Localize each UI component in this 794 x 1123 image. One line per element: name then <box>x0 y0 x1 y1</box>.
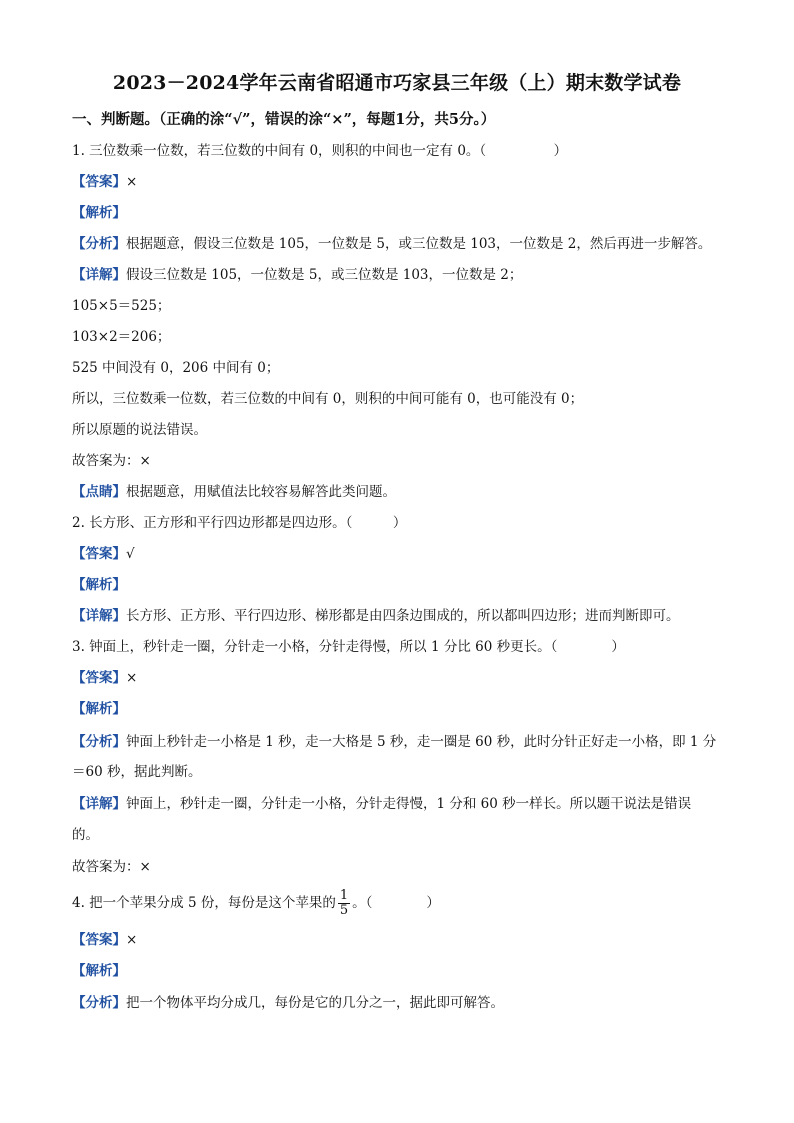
q1-detail-row <box>72 265 722 285</box>
q3-answer-row <box>72 668 722 688</box>
q3-analysis-cont: ＝60 秒，据此判断。 <box>72 764 202 780</box>
analysis-label: 【分析】 <box>72 995 126 1011</box>
q1-comment-row <box>72 482 722 502</box>
q2-jiexi-row <box>72 575 722 595</box>
q4-analysis-row <box>72 993 722 1013</box>
answer-label: 【答案】 <box>72 932 126 948</box>
detail-label: 【详解】 <box>72 608 126 624</box>
jiexi-label: 【解析】 <box>72 577 126 593</box>
q1-line: 105×5＝525； <box>72 298 171 314</box>
detail-label: 【详解】 <box>72 796 126 812</box>
q1-line: 所以原题的说法错误。 <box>72 422 207 438</box>
jiexi-label: 【解析】 <box>72 701 126 717</box>
q2-answer-row <box>72 544 722 564</box>
q3-jiexi-row <box>72 699 722 719</box>
q1-question: 1. 三位数乘一位数，若三位数的中间有 0，则积的中间也一定有 0。（ ） <box>72 143 568 159</box>
q1-answer: × <box>126 174 138 190</box>
fraction-numerator: 1 <box>339 888 349 903</box>
q4-jiexi-row <box>72 961 722 981</box>
jiexi-label: 【解析】 <box>72 205 126 221</box>
q1-detail: 假设三位数是 105，一位数是 5，或三位数是 103，一位数是 2； <box>126 267 523 283</box>
q3-final: 故答案为：× <box>72 859 151 875</box>
answer-label: 【答案】 <box>72 670 126 686</box>
page-title: 2023－2024学年云南省昭通市巧家县三年级（上）期末数学试卷 <box>112 72 682 94</box>
q3-analysis: 钟面上秒针走一小格是 1 秒，走一大格是 5 秒，走一圈是 60 秒，此时分针正好走一小格，即 1 分 <box>126 734 717 750</box>
q1-line: 故答案为：× <box>72 453 151 469</box>
q4-analysis: 把一个物体平均分成几，每份是它的几分之一，据此即可解答。 <box>126 995 504 1011</box>
q3-answer: × <box>126 670 138 686</box>
q3-analysis-row <box>72 732 722 752</box>
detail-label: 【详解】 <box>72 267 126 283</box>
q4-answer-row <box>72 930 722 950</box>
q2-detail: 长方形、正方形、平行四边形、梯形都是由四条边围成的，所以都叫四边形；进而判断即可。 <box>126 608 680 624</box>
q2-answer: √ <box>126 546 135 562</box>
q4-answer: × <box>126 932 138 948</box>
q1-line: 所以，三位数乘一位数，若三位数的中间有 0，则积的中间可能有 0，也可能没有 0； <box>72 391 584 407</box>
fraction <box>338 889 350 918</box>
q1-analysis-row <box>72 234 722 254</box>
comment-label: 【点睛】 <box>72 484 126 500</box>
q1-line: 103×2＝206； <box>72 329 171 345</box>
analysis-label: 【分析】 <box>72 734 126 750</box>
q3-detail: 钟面上，秒针走一圈，分针走一小格，分针走得慢，1 分和 60 秒一样长。所以题干说法是错误 <box>126 796 692 812</box>
q4-question-post: 。（ ） <box>352 895 440 911</box>
q1-analysis: 根据题意，假设三位数是 105，一位数是 5，或三位数是 103，一位数是 2，然后再进一步解答。 <box>126 236 712 252</box>
jiexi-label: 【解析】 <box>72 963 126 979</box>
answer-label: 【答案】 <box>72 174 126 190</box>
q1-answer-row <box>72 172 722 192</box>
q4-question-pre: 4. 把一个苹果分成 5 份，每份是这个苹果的 <box>72 895 336 911</box>
q1-jiexi-row <box>72 203 722 223</box>
q1-line: 525 中间没有 0，206 中间有 0； <box>72 360 280 376</box>
section-heading: 一、判断题。（正确的涂“√”，错误的涂“×”，每题1分，共5分。） <box>72 111 496 128</box>
answer-label: 【答案】 <box>72 546 126 562</box>
q3-question: 3. 钟面上，秒针走一圈，分针走一小格，分针走得慢，所以 1 分比 60 秒更长。（ ） <box>72 639 625 655</box>
q4-question <box>72 887 722 919</box>
fraction-denominator: 5 <box>339 903 349 918</box>
q3-detail-row <box>72 794 722 814</box>
q2-detail-row <box>72 606 722 626</box>
q2-question: 2. 长方形、正方形和平行四边形都是四边形。（ ） <box>72 515 407 531</box>
analysis-label: 【分析】 <box>72 236 126 252</box>
q3-detail-cont: 的。 <box>72 827 99 843</box>
q1-comment: 根据题意，用赋值法比较容易解答此类问题。 <box>126 484 396 500</box>
